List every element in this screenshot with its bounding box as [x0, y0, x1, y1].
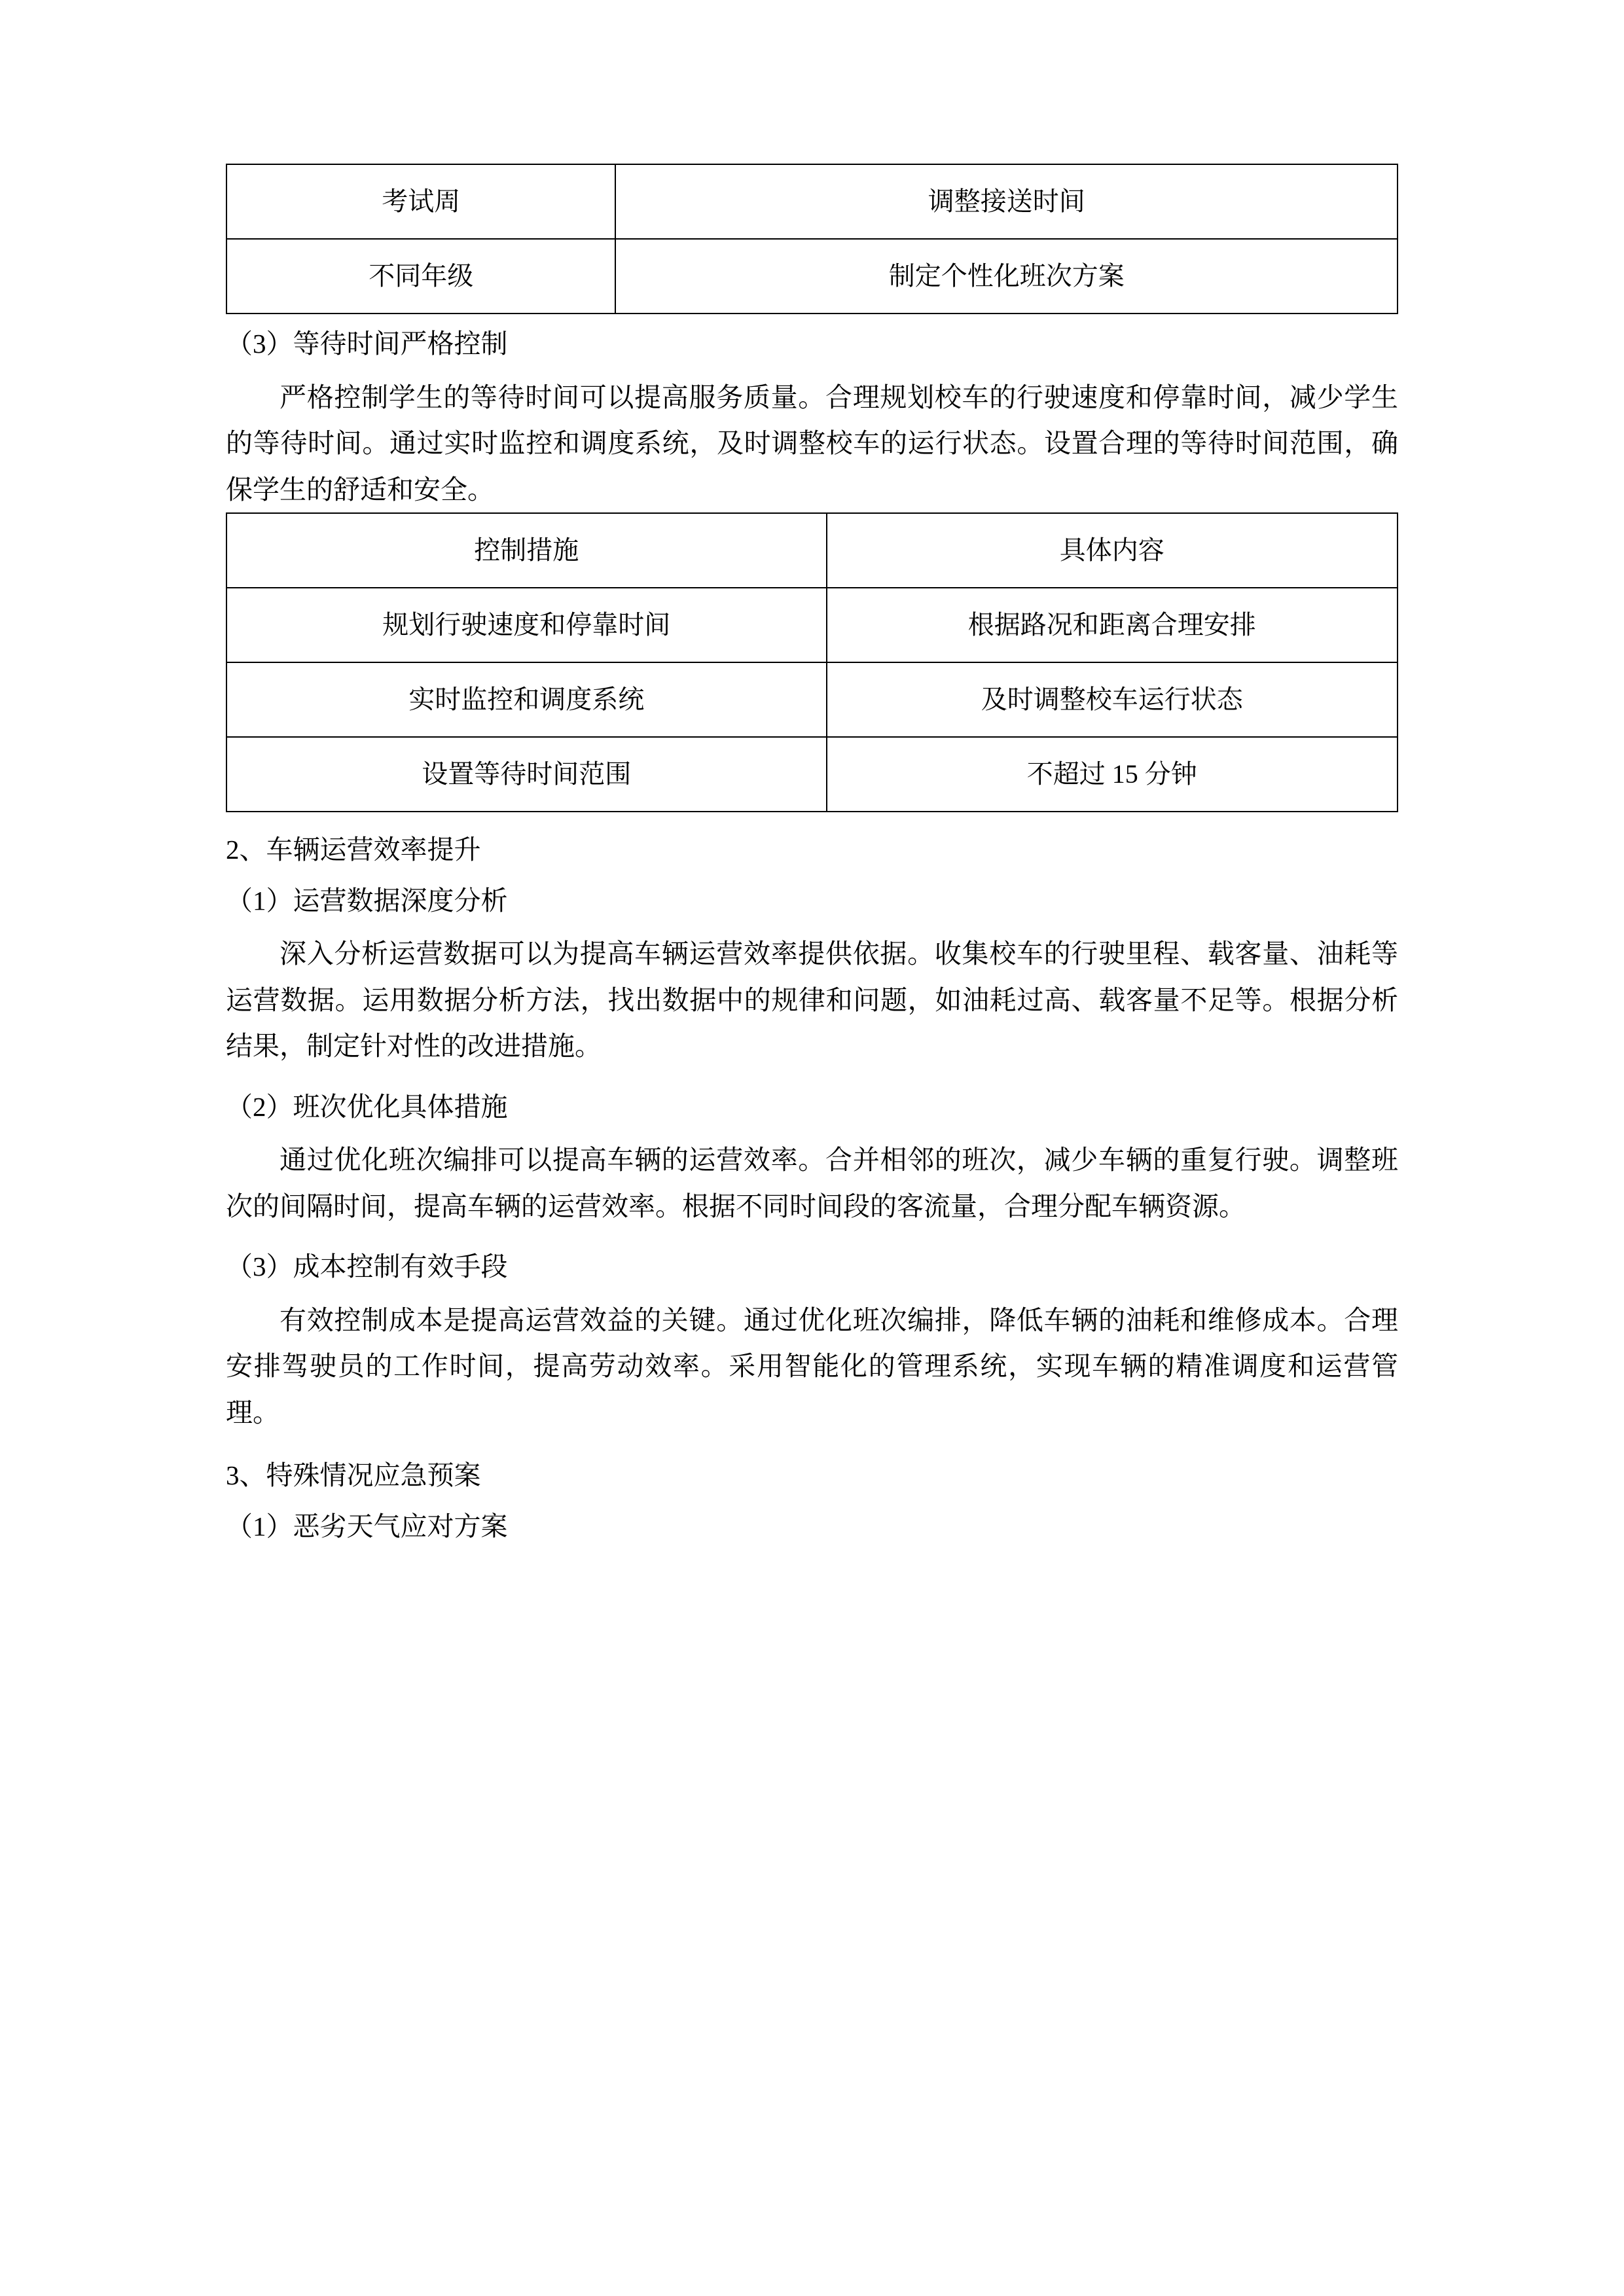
table-row	[226, 239, 1398, 314]
heading-emergency-plan: 3、特殊情况应急预案	[226, 1460, 481, 1491]
table-cell: 及时调整校车运行状态	[827, 662, 1398, 737]
waiting-time-control-table	[226, 512, 1398, 812]
paragraph-operations-data-analysis: 深入分析运营数据可以为提高车辆运营效率提供依据。收集校车的行驶里程、载客量、油耗等运营数据。运用数据分析方法，找出数据中的规律和问题，如油耗过高、载客量不足等。根据分析结果，制定针对性的改进措施。	[226, 939, 1398, 1062]
heading-operations-data-analysis: （1）运营数据深度分析	[226, 885, 508, 916]
table-header-cell: 控制措施	[226, 513, 827, 588]
table-cell: 不超过 15 分钟	[827, 737, 1398, 812]
table-cell: 不同年级	[226, 239, 615, 314]
paragraph-cost-control: 有效控制成本是提高运营效益的关键。通过优化班次编排，降低车辆的油耗和维修成本。合理安排驾驶员的工作时间，提高劳动效率。采用智能化的管理系统，实现车辆的精准调度和运营管理。	[226, 1304, 1398, 1427]
heading-shift-optimization: （2）班次优化具体措施	[226, 1091, 508, 1122]
table-row	[226, 662, 1398, 737]
heading-waiting-time-control: （3）等待时间严格控制	[226, 329, 508, 359]
heading-vehicle-efficiency: 2、车辆运营效率提升	[226, 834, 481, 865]
paragraph-waiting-time-control: 严格控制学生的等待时间可以提高服务质量。合理规划校车的行驶速度和停靠时间，减少学生的等待时间。通过实时监控和调度系统，及时调整校车的运行状态。设置合理的等待时间范围，确保学生的舒适和安全。	[226, 382, 1398, 505]
paragraph-shift-optimization: 通过优化班次编排可以提高车辆的运营效率。合并相邻的班次，减少车辆的重复行驶。调整班次的间隔时间，提高车辆的运营效率。根据不同时间段的客流量，合理分配车辆资源。	[226, 1145, 1398, 1221]
table-row	[226, 737, 1398, 812]
table-row	[226, 164, 1398, 239]
heading-cost-control: （3）成本控制有效手段	[226, 1251, 508, 1282]
table-header-cell: 具体内容	[827, 513, 1398, 588]
table-cell: 根据路况和距离合理安排	[827, 588, 1398, 662]
heading-severe-weather-plan: （1）恶劣天气应对方案	[226, 1511, 508, 1541]
table-cell: 设置等待时间范围	[226, 737, 827, 812]
table-cell: 考试周	[226, 164, 615, 239]
table-header-row	[226, 513, 1398, 588]
schedule-adjustment-table	[226, 164, 1398, 314]
table-cell: 调整接送时间	[615, 164, 1398, 239]
table-cell: 实时监控和调度系统	[226, 662, 827, 737]
table-row	[226, 588, 1398, 662]
table-cell: 规划行驶速度和停靠时间	[226, 588, 827, 662]
table-cell: 制定个性化班次方案	[615, 239, 1398, 314]
